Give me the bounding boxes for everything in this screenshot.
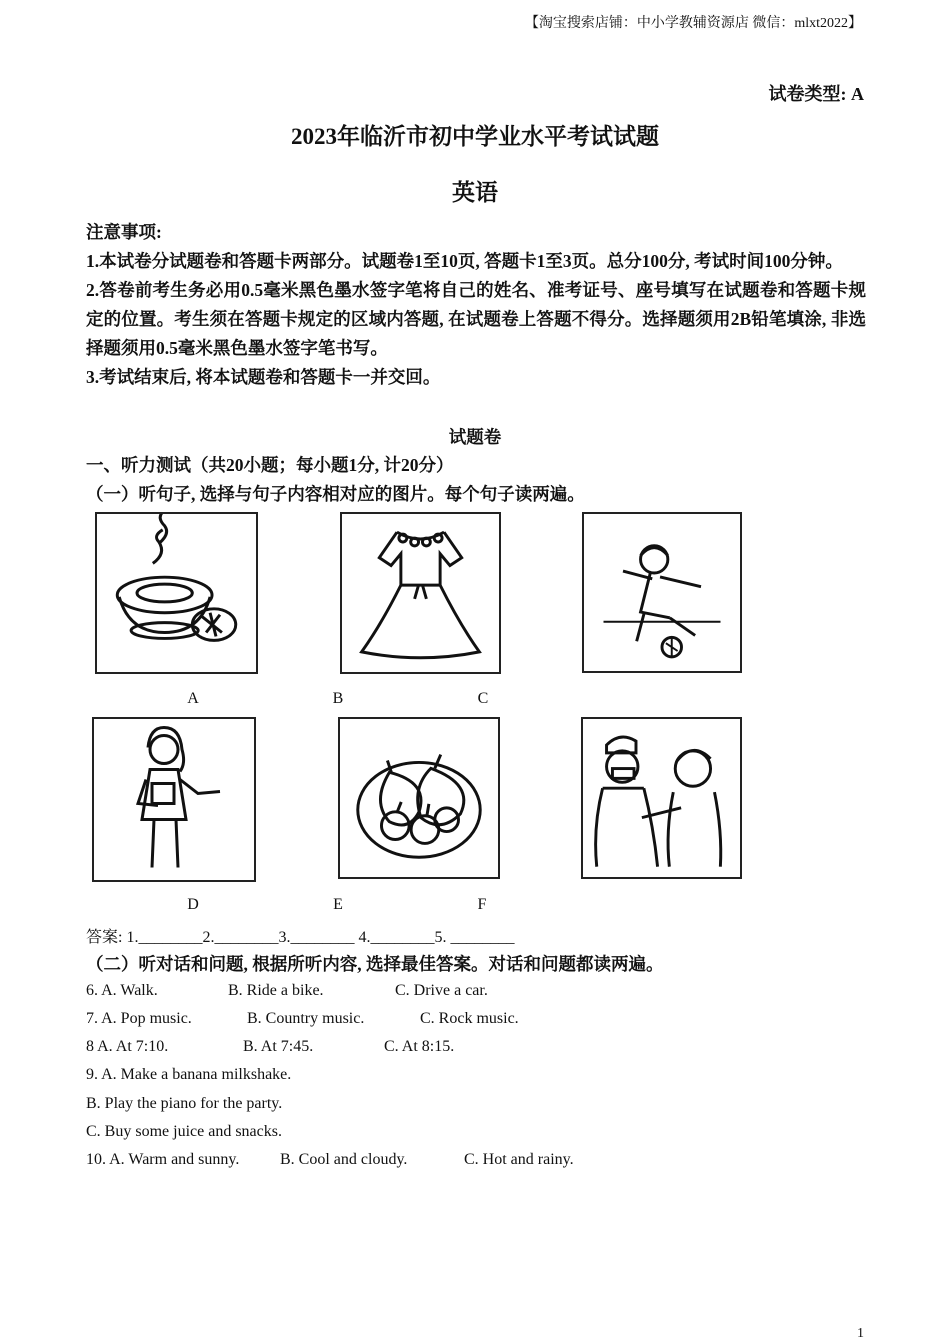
question-option: C. At 8:15.: [384, 1038, 455, 1055]
shop-watermark: 【淘宝搜索店铺：中小学教辅资源店 微信：mlxt2022】: [524, 16, 862, 31]
question-option: 10. A. Warm and sunny.: [86, 1151, 240, 1168]
part2-title: （二）听对话和问题, 根据所听内容, 选择最佳答案。对话和问题都读两遍。: [86, 954, 664, 974]
subject-title: 英语: [452, 180, 498, 205]
picture-label: F: [477, 896, 487, 913]
question-option: 7. A. Pop music.: [86, 1010, 192, 1027]
soccer-player-icon: [584, 514, 740, 671]
picture-b: [340, 512, 501, 674]
picture-c: [582, 512, 742, 673]
note-item: 2.答卷前考生务必用0.5毫米黑色墨水签字笔将自己的姓名、准考证号、座号填写在试题卷和答题卡规定的位置。考生须在答题卡规定的区域内答题, 在试题卷上答题不得分。选择题须用2B铅笔填涂, 非选择题须用0.5毫米黑色墨水签字笔书写。: [86, 280, 866, 358]
paper-type: 试卷类型: A: [768, 84, 864, 104]
answer-line: 答案: 1.________2.________3.________ 4.________5. ________: [86, 929, 515, 946]
question-option: B. Cool and cloudy.: [280, 1151, 408, 1168]
picture-f: [581, 717, 742, 879]
picture-label: E: [333, 896, 343, 913]
notes-heading: 注意事项:: [86, 222, 162, 242]
section-listening-title: 一、听力测试（共20小题；每小题1分, 计20分）: [86, 455, 454, 475]
picture-d: [92, 717, 256, 882]
picture-a: [95, 512, 258, 674]
tea-bowl-icon: [97, 514, 256, 672]
dress-icon: [342, 514, 499, 672]
question-option: 9. A. Make a banana milkshake.: [86, 1066, 292, 1083]
page-number: 1: [857, 1326, 864, 1341]
fruit-plate-icon: [340, 719, 498, 877]
teacher-woman-icon: [94, 719, 254, 880]
doctor-patient-icon: [583, 719, 740, 877]
question-option: C. Rock music.: [420, 1010, 519, 1027]
picture-label: A: [187, 690, 199, 707]
picture-label: D: [187, 896, 199, 913]
question-option: 6. A. Walk.: [86, 982, 158, 999]
question-option: B. Ride a bike.: [228, 982, 324, 999]
note-item: 3.考试结束后, 将本试题卷和答题卡一并交回。: [86, 367, 441, 387]
picture-e: [338, 717, 500, 879]
question-option: C. Hot and rainy.: [464, 1151, 574, 1168]
question-option: C. Buy some juice and snacks.: [86, 1123, 282, 1140]
question-option: 8 A. At 7:10.: [86, 1038, 169, 1055]
picture-label: B: [332, 690, 344, 707]
picture-label: C: [477, 690, 489, 707]
part1-title: （一）听句子, 选择与句子内容相对应的图片。每个句子读两遍。: [86, 484, 585, 504]
note-item: 1.本试卷分试题卷和答题卡两部分。试题卷1至10页, 答题卡1至3页。总分100分, 考试时间100分钟。: [86, 251, 843, 271]
notes-section: [86, 218, 866, 392]
question-option: B. Country music.: [247, 1010, 365, 1027]
question-option: C. Drive a car.: [395, 982, 488, 999]
question-option: B. At 7:45.: [243, 1038, 314, 1055]
paper-label: 试题卷: [448, 427, 502, 447]
question-option: B. Play the piano for the party.: [86, 1095, 283, 1112]
exam-title: 2023年临沂市初中学业水平考试试题: [291, 124, 659, 149]
